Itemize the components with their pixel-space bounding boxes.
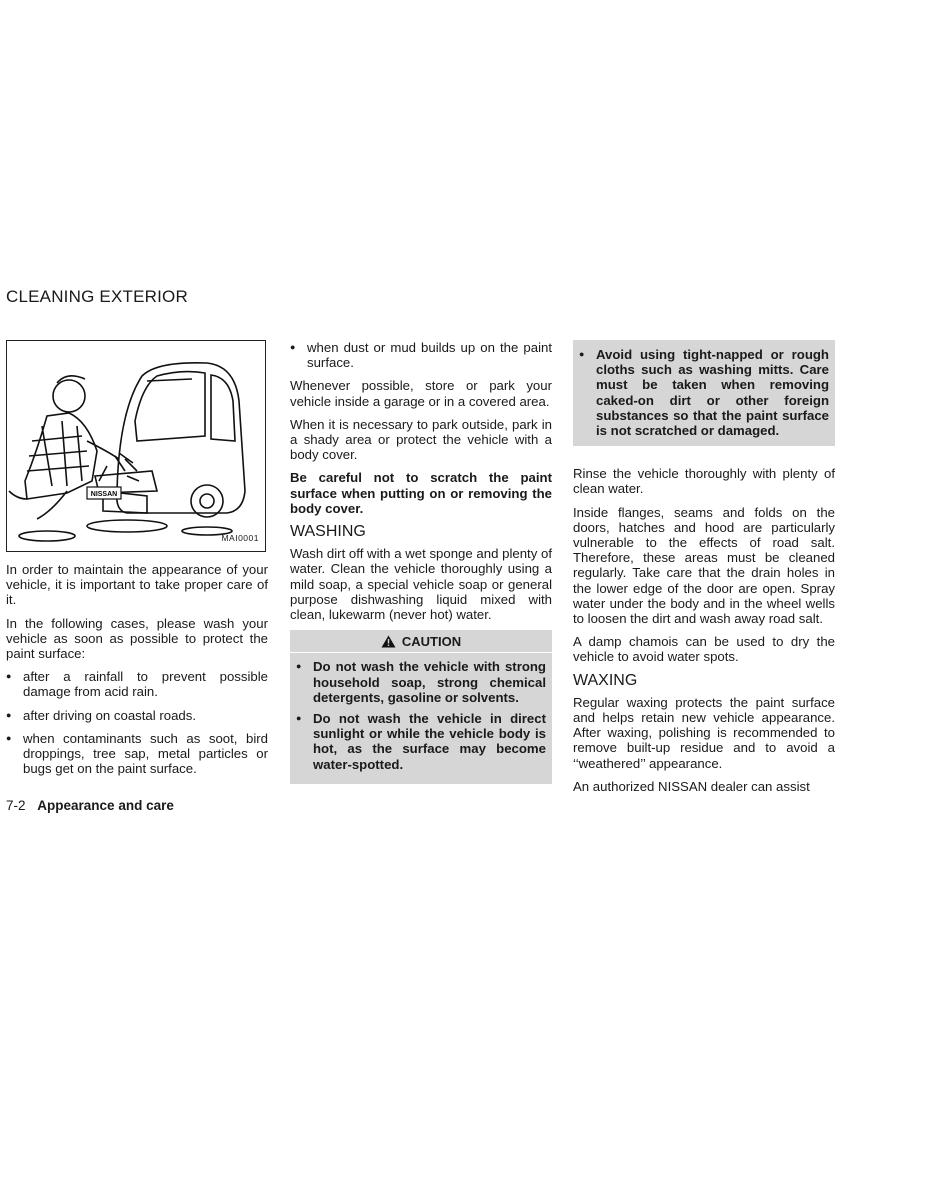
paragraph: Rinse the vehicle thoroughly with plenty of clean water. bbox=[573, 466, 835, 497]
paragraph: In order to maintain the appearance of your vehicle, it is important to take proper care of it. bbox=[6, 562, 268, 608]
paragraph: Regular waxing protects the paint surface and helps retain new vehicle appearance. After waxing, polishing is recommended to remove built-up residue and to avoid a ‘‘weathered’’ appearance. bbox=[573, 694, 835, 771]
caution-box-continued bbox=[573, 340, 835, 446]
paragraph: When it is necessary to park outside, park in a shady area or protect the vehicle with a body cover. bbox=[290, 416, 552, 463]
caution-box bbox=[290, 630, 552, 784]
paragraph: Inside flanges, seams and folds on the doors, hatches and hood are particularly vulnerable to the effects of road salt. Therefore, these areas must be cleaned regularly. Take care that the drain holes in the lower edge of the door are open. Spray water under the body and in the wheel wells to loosen the dirt and wash away road salt. bbox=[573, 504, 835, 627]
page-number: 7-2 bbox=[6, 798, 26, 813]
caution-item: ● Do not wash the vehicle in direct sunlight or while the vehicle body is hot, as the surface may become water-spotted. bbox=[296, 711, 546, 772]
caution-header bbox=[290, 630, 552, 653]
list-item: ● after a rainfall to prevent possible damage from acid rain. bbox=[6, 669, 268, 699]
caution-label: CAUTION bbox=[401, 634, 462, 650]
column-3 bbox=[573, 340, 835, 802]
paragraph: Whenever possible, store or park your vehicle inside a garage or in a covered area. bbox=[290, 378, 552, 409]
warning-triangle-icon bbox=[381, 635, 396, 648]
waxing-heading: WAXING bbox=[573, 671, 638, 689]
paragraph: In the following cases, please wash your vehicle as soon as possible to protect the paint surface: bbox=[6, 615, 268, 662]
plate-text: NISSAN bbox=[90, 491, 118, 498]
washing-heading: WASHING bbox=[290, 523, 366, 541]
car-wash-illustration bbox=[6, 340, 266, 552]
list-item: ● when contaminants such as soot, bird droppings, tree sap, metal particles or bugs get on the paint surface. bbox=[6, 731, 268, 777]
caution-item: ● Avoid using tight-napped or rough cloths such as washing mitts. Care must be taken when removing caked-on dirt or other foreign substances so that the paint surface is not scratched or damaged. bbox=[579, 347, 829, 438]
paragraph: An authorized NISSAN dealer can assist bbox=[573, 778, 810, 794]
paragraph: A damp chamois can be used to dry the vehicle to avoid water spots. bbox=[573, 634, 835, 665]
car-wash-drawing bbox=[7, 341, 265, 551]
section-title: CLEANING EXTERIOR bbox=[6, 287, 188, 306]
figure-id: MAI0001 bbox=[221, 532, 259, 543]
caution-item: ● Do not wash the vehicle with strong household soap, strong chemical detergents, gasoline or solvents. bbox=[296, 659, 546, 705]
list-item: ● when dust or mud builds up on the paint surface. bbox=[290, 340, 552, 370]
list-item: ● after driving on coastal roads. bbox=[6, 708, 268, 723]
warning-paragraph: Be careful not to scratch the paint surface when putting on or removing the body cover. bbox=[290, 470, 552, 516]
page-footer bbox=[6, 798, 174, 813]
footer-label: Appearance and care bbox=[37, 798, 174, 813]
column-1 bbox=[6, 340, 268, 784]
column-2 bbox=[290, 340, 552, 800]
paragraph: Wash dirt off with a wet sponge and plenty of water. Clean the vehicle thoroughly using a mild soap, a special vehicle soap or general purpose dishwashing liquid mixed with clean, lukewarm (never hot) water. bbox=[290, 546, 552, 623]
